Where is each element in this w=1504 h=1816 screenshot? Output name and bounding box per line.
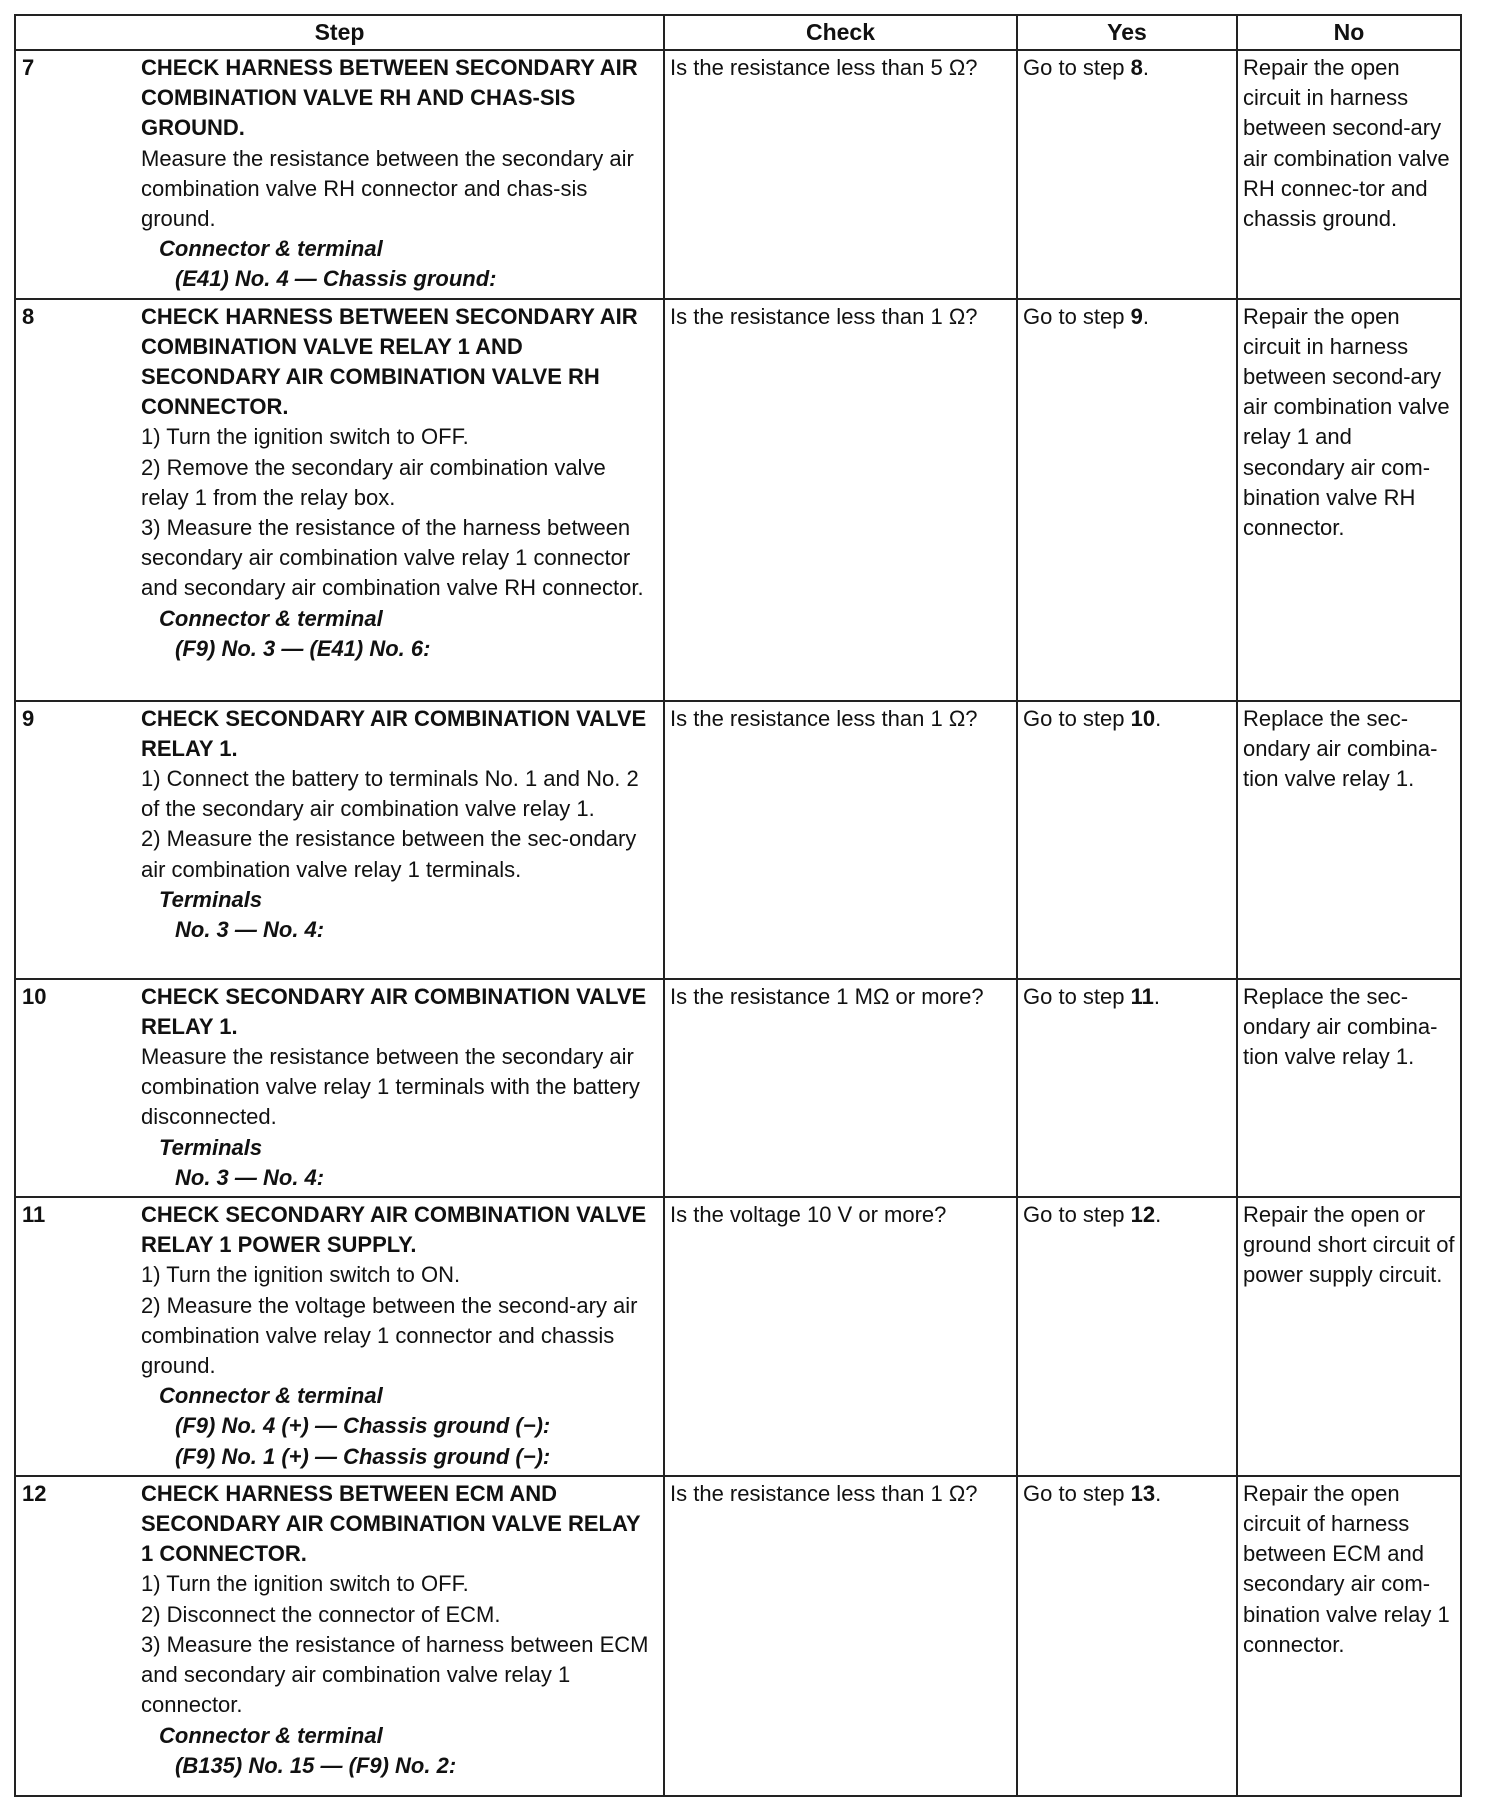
step-cell — [15, 1197, 664, 1476]
step-cell — [15, 50, 664, 299]
yes-step-number: 10 — [1130, 705, 1156, 731]
check-cell — [664, 299, 1017, 701]
procedure-line: 1) Turn the ignition switch to OFF. — [141, 1571, 469, 1597]
table-row — [15, 1476, 1461, 1796]
document-page — [14, 14, 1460, 1797]
check-text: Is the resistance less than 5 Ω? — [670, 55, 978, 80]
yes-cell — [1017, 1476, 1237, 1796]
step-cell — [15, 299, 664, 701]
procedure-line: 2) Remove the secondary air combination valve relay 1 from the relay box. — [141, 454, 606, 510]
no-text: Repair the open circuit in harness between second-ary air combination valve RH connec-tor and chassis ground. — [1243, 55, 1450, 232]
yes-step-number: 11 — [1130, 983, 1154, 1009]
no-text: Repair the open or ground short circuit of power supply circuit. — [1243, 1202, 1455, 1288]
spec-heading: Terminals — [159, 886, 263, 912]
step-number: 12 — [22, 1480, 47, 1506]
header-step: Step — [15, 15, 664, 50]
check-text: Is the resistance 1 MΩ or more? — [670, 983, 984, 1009]
spec-line: (F9) No. 4 (+) — Chassis ground (−): — [175, 1413, 551, 1439]
procedure-line: 2) Measure the voltage between the second-ary air combination valve relay 1 connector and chassis ground. — [141, 1292, 638, 1379]
procedure-line: 1) Turn the ignition switch to ON. — [141, 1262, 461, 1288]
step-number: 7 — [22, 55, 35, 80]
yes-step-number: 8 — [1130, 55, 1143, 80]
spec-heading: Terminals — [159, 1134, 263, 1160]
table-row — [15, 701, 1461, 979]
spec-line: (B135) No. 15 — (F9) No. 2: — [175, 1752, 457, 1778]
procedure-line: 3) Measure the resistance of harness between ECM and secondary air combination valve relay 1 connector. — [141, 1631, 649, 1718]
table-row — [15, 299, 1461, 701]
check-cell — [664, 979, 1017, 1197]
yes-suffix: . — [1155, 705, 1162, 731]
no-cell — [1237, 299, 1461, 701]
check-text: Is the resistance less than 1 Ω? — [670, 1480, 978, 1506]
spec-heading: Connector & terminal — [159, 236, 383, 262]
procedure-line: 1) Turn the ignition switch to OFF. — [141, 424, 469, 450]
procedure-line: 2) Disconnect the connector of ECM. — [141, 1601, 501, 1627]
yes-prefix: Go to step — [1023, 1480, 1131, 1506]
yes-suffix: . — [1142, 303, 1149, 329]
procedure-line: Measure the resistance between the secondary air combination valve RH connector and chas-sis ground. — [141, 145, 634, 232]
yes-prefix: Go to step — [1023, 705, 1131, 731]
spec-line: (F9) No. 3 — (E41) No. 6: — [175, 635, 431, 661]
yes-suffix: . — [1155, 1480, 1162, 1506]
spec-line: No. 3 — No. 4: — [175, 1164, 325, 1190]
step-title: CHECK HARNESS BETWEEN SECONDARY AIR COMBINATION VALVE RELAY 1 AND SECONDARY AIR COMBINATION VALVE RH CONNECTOR. — [141, 303, 638, 420]
spec-heading: Connector & terminal — [159, 605, 383, 631]
step-cell — [15, 701, 664, 979]
step-title: CHECK SECONDARY AIR COMBINATION VALVE RELAY 1 POWER SUPPLY. — [141, 1202, 647, 1258]
no-text: Replace the sec-ondary air combina-tion valve relay 1. — [1243, 705, 1438, 792]
check-cell — [664, 701, 1017, 979]
yes-suffix: . — [1153, 983, 1161, 1009]
header-row — [15, 15, 1461, 50]
check-cell — [664, 1197, 1017, 1476]
no-text: Repair the open circuit of harness between ECM and secondary air com-bination valve relay 1 connector. — [1243, 1480, 1450, 1657]
yes-step-number: 13 — [1130, 1480, 1156, 1506]
no-cell — [1237, 979, 1461, 1197]
check-text: Is the resistance less than 1 Ω? — [670, 303, 978, 329]
step-title: CHECK SECONDARY AIR COMBINATION VALVE RELAY 1. — [141, 705, 647, 761]
yes-prefix: Go to step — [1023, 303, 1131, 329]
yes-suffix: . — [1142, 55, 1149, 80]
procedure-line: 3) Measure the resistance of the harness between secondary air combination valve relay 1 connector and secondary air combination valve RH connector. — [141, 515, 644, 601]
procedure-line: 2) Measure the resistance between the sec-ondary air combination valve relay 1 terminals. — [141, 826, 637, 882]
step-title: CHECK HARNESS BETWEEN ECM AND SECONDARY AIR COMBINATION VALVE RELAY 1 CONNECTOR. — [141, 1480, 641, 1567]
spec-line: (E41) No. 4 — Chassis ground: — [175, 266, 497, 292]
spec-line: No. 3 — No. 4: — [175, 917, 325, 943]
step-number: 8 — [22, 303, 35, 329]
step-number: 11 — [22, 1202, 46, 1228]
step-title: CHECK HARNESS BETWEEN SECONDARY AIR COMBINATION VALVE RH AND CHAS-SIS GROUND. — [141, 55, 638, 141]
check-text: Is the voltage 10 V or more? — [670, 1202, 947, 1228]
diagnostic-table — [14, 14, 1462, 1797]
check-cell — [664, 1476, 1017, 1796]
table-row — [15, 1197, 1461, 1476]
yes-step-number: 9 — [1130, 303, 1143, 329]
yes-cell — [1017, 299, 1237, 701]
header-check: Check — [664, 15, 1017, 50]
no-text: Repair the open circuit in harness between second-ary air combination valve relay 1 and secondary air com-bination valve RH connector. — [1243, 303, 1450, 541]
yes-step-number: 12 — [1130, 1202, 1156, 1228]
no-cell — [1237, 1197, 1461, 1476]
yes-prefix: Go to step — [1023, 1202, 1131, 1228]
no-cell — [1237, 701, 1461, 979]
yes-prefix: Go to step — [1023, 983, 1131, 1009]
spec-line: (F9) No. 1 (+) — Chassis ground (−): — [175, 1443, 551, 1469]
table-row — [15, 979, 1461, 1197]
no-cell — [1237, 1476, 1461, 1796]
step-number: 9 — [22, 705, 35, 731]
header-no: No — [1237, 15, 1461, 50]
table-row — [15, 50, 1461, 299]
yes-prefix: Go to step — [1023, 55, 1131, 80]
no-cell — [1237, 50, 1461, 299]
yes-suffix: . — [1155, 1202, 1162, 1228]
no-text: Replace the sec-ondary air combina-tion valve relay 1. — [1243, 983, 1438, 1070]
procedure-line: Measure the resistance between the secondary air combination valve relay 1 terminals with the battery disconnected. — [141, 1044, 640, 1130]
yes-cell — [1017, 979, 1237, 1197]
check-cell — [664, 50, 1017, 299]
step-cell — [15, 1476, 664, 1796]
spec-heading: Connector & terminal — [159, 1383, 383, 1409]
procedure-line: 1) Connect the battery to terminals No. 1 and No. 2 of the secondary air combination valve relay 1. — [141, 766, 639, 822]
spec-heading: Connector & terminal — [159, 1722, 383, 1748]
yes-cell — [1017, 701, 1237, 979]
step-title: CHECK SECONDARY AIR COMBINATION VALVE RELAY 1. — [141, 983, 647, 1039]
yes-cell — [1017, 1197, 1237, 1476]
yes-cell — [1017, 50, 1237, 299]
step-number: 10 — [22, 983, 47, 1009]
header-yes: Yes — [1017, 15, 1237, 50]
step-cell — [15, 979, 664, 1197]
check-text: Is the resistance less than 1 Ω? — [670, 705, 978, 731]
